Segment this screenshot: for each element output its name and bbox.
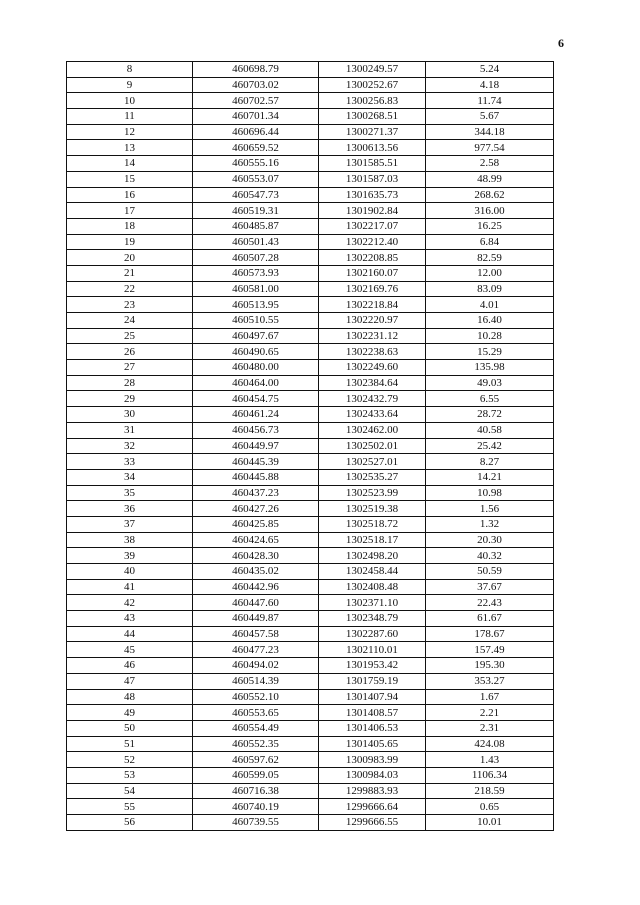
table-row: [67, 485, 554, 501]
y-coordinate-cell: 1302110.01: [319, 642, 426, 658]
distance-cell: 28.72: [426, 407, 554, 423]
x-coordinate-cell: 460445.39: [193, 454, 319, 470]
table-row: [67, 673, 554, 689]
x-coordinate-cell: 460513.95: [193, 297, 319, 313]
y-coordinate-cell: 1300984.03: [319, 767, 426, 783]
table-row: [67, 454, 554, 470]
y-coordinate-cell: 1302458.44: [319, 564, 426, 580]
x-coordinate-cell: 460425.85: [193, 516, 319, 532]
distance-cell: 1.43: [426, 752, 554, 768]
table-row: [67, 658, 554, 674]
point-number-cell: 31: [67, 422, 193, 438]
point-number-cell: 8: [67, 62, 193, 78]
x-coordinate-cell: 460428.30: [193, 548, 319, 564]
x-coordinate-cell: 460442.96: [193, 579, 319, 595]
table-row: [67, 391, 554, 407]
table-row: [67, 422, 554, 438]
x-coordinate-cell: 460597.62: [193, 752, 319, 768]
x-coordinate-cell: 460427.26: [193, 501, 319, 517]
point-number-cell: 29: [67, 391, 193, 407]
y-coordinate-cell: 1302218.84: [319, 297, 426, 313]
point-number-cell: 36: [67, 501, 193, 517]
point-number-cell: 27: [67, 360, 193, 376]
distance-cell: 12.00: [426, 265, 554, 281]
y-coordinate-cell: 1299666.55: [319, 815, 426, 831]
distance-cell: 25.42: [426, 438, 554, 454]
point-number-cell: 43: [67, 611, 193, 627]
y-coordinate-cell: 1300983.99: [319, 752, 426, 768]
y-coordinate-cell: 1300249.57: [319, 62, 426, 78]
point-number-cell: 37: [67, 516, 193, 532]
x-coordinate-cell: 460447.60: [193, 595, 319, 611]
x-coordinate-cell: 460581.00: [193, 281, 319, 297]
y-coordinate-cell: 1301587.03: [319, 171, 426, 187]
x-coordinate-cell: 460445.88: [193, 469, 319, 485]
point-number-cell: 34: [67, 469, 193, 485]
point-number-cell: 13: [67, 140, 193, 156]
point-number-cell: 30: [67, 407, 193, 423]
point-number-cell: 24: [67, 313, 193, 329]
distance-cell: 14.21: [426, 469, 554, 485]
table-row: [67, 203, 554, 219]
x-coordinate-cell: 460698.79: [193, 62, 319, 78]
distance-cell: 1.32: [426, 516, 554, 532]
x-coordinate-cell: 460739.55: [193, 815, 319, 831]
x-coordinate-cell: 460514.39: [193, 673, 319, 689]
point-number-cell: 16: [67, 187, 193, 203]
table-row: [67, 548, 554, 564]
distance-cell: 82.59: [426, 250, 554, 266]
distance-cell: 1.67: [426, 689, 554, 705]
point-number-cell: 51: [67, 736, 193, 752]
table-row: [67, 218, 554, 234]
x-coordinate-cell: 460659.52: [193, 140, 319, 156]
y-coordinate-cell: 1302371.10: [319, 595, 426, 611]
coordinates-table-body: [67, 62, 554, 831]
x-coordinate-cell: 460701.34: [193, 109, 319, 125]
y-coordinate-cell: 1302220.97: [319, 313, 426, 329]
table-row: [67, 234, 554, 250]
x-coordinate-cell: 460454.75: [193, 391, 319, 407]
x-coordinate-cell: 460547.73: [193, 187, 319, 203]
distance-cell: 1.56: [426, 501, 554, 517]
y-coordinate-cell: 1302160.07: [319, 265, 426, 281]
x-coordinate-cell: 460501.43: [193, 234, 319, 250]
x-coordinate-cell: 460464.00: [193, 375, 319, 391]
table-row: [67, 313, 554, 329]
table-row: [67, 250, 554, 266]
x-coordinate-cell: 460519.31: [193, 203, 319, 219]
distance-cell: 195.30: [426, 658, 554, 674]
y-coordinate-cell: 1302212.40: [319, 234, 426, 250]
point-number-cell: 28: [67, 375, 193, 391]
point-number-cell: 22: [67, 281, 193, 297]
x-coordinate-cell: 460449.97: [193, 438, 319, 454]
x-coordinate-cell: 460702.57: [193, 93, 319, 109]
distance-cell: 6.84: [426, 234, 554, 250]
table-row: [67, 501, 554, 517]
point-number-cell: 14: [67, 156, 193, 172]
point-number-cell: 46: [67, 658, 193, 674]
y-coordinate-cell: 1302208.85: [319, 250, 426, 266]
x-coordinate-cell: 460437.23: [193, 485, 319, 501]
x-coordinate-cell: 460552.35: [193, 736, 319, 752]
y-coordinate-cell: 1300256.83: [319, 93, 426, 109]
distance-cell: 11.74: [426, 93, 554, 109]
y-coordinate-cell: 1302231.12: [319, 328, 426, 344]
table-row: [67, 720, 554, 736]
point-number-cell: 54: [67, 783, 193, 799]
x-coordinate-cell: 460553.65: [193, 705, 319, 721]
table-row: [67, 799, 554, 815]
table-row: [67, 689, 554, 705]
table-row: [67, 281, 554, 297]
y-coordinate-cell: 1301953.42: [319, 658, 426, 674]
table-row: [67, 736, 554, 752]
table-row: [67, 124, 554, 140]
point-number-cell: 53: [67, 767, 193, 783]
y-coordinate-cell: 1300613.56: [319, 140, 426, 156]
distance-cell: 218.59: [426, 783, 554, 799]
distance-cell: 48.99: [426, 171, 554, 187]
point-number-cell: 56: [67, 815, 193, 831]
x-coordinate-cell: 460507.28: [193, 250, 319, 266]
table-row: [67, 611, 554, 627]
distance-cell: 50.59: [426, 564, 554, 580]
x-coordinate-cell: 460553.07: [193, 171, 319, 187]
table-row: [67, 328, 554, 344]
x-coordinate-cell: 460480.00: [193, 360, 319, 376]
point-number-cell: 25: [67, 328, 193, 344]
table-row: [67, 344, 554, 360]
table-row: [67, 767, 554, 783]
x-coordinate-cell: 460456.73: [193, 422, 319, 438]
distance-cell: 178.67: [426, 626, 554, 642]
point-number-cell: 40: [67, 564, 193, 580]
point-number-cell: 41: [67, 579, 193, 595]
point-number-cell: 20: [67, 250, 193, 266]
x-coordinate-cell: 460485.87: [193, 218, 319, 234]
point-number-cell: 42: [67, 595, 193, 611]
point-number-cell: 38: [67, 532, 193, 548]
distance-cell: 424.08: [426, 736, 554, 752]
point-number-cell: 39: [67, 548, 193, 564]
table-row: [67, 642, 554, 658]
distance-cell: 37.67: [426, 579, 554, 595]
distance-cell: 22.43: [426, 595, 554, 611]
distance-cell: 10.01: [426, 815, 554, 831]
y-coordinate-cell: 1302408.48: [319, 579, 426, 595]
point-number-cell: 35: [67, 485, 193, 501]
table-row: [67, 469, 554, 485]
point-number-cell: 26: [67, 344, 193, 360]
table-row: [67, 438, 554, 454]
point-number-cell: 50: [67, 720, 193, 736]
table-row: [67, 375, 554, 391]
x-coordinate-cell: 460490.65: [193, 344, 319, 360]
table-row: [67, 77, 554, 93]
point-number-cell: 17: [67, 203, 193, 219]
y-coordinate-cell: 1302527.01: [319, 454, 426, 470]
y-coordinate-cell: 1301585.51: [319, 156, 426, 172]
y-coordinate-cell: 1299666.64: [319, 799, 426, 815]
x-coordinate-cell: 460703.02: [193, 77, 319, 93]
table-row: [67, 705, 554, 721]
table-row: [67, 626, 554, 642]
point-number-cell: 49: [67, 705, 193, 721]
y-coordinate-cell: 1301406.53: [319, 720, 426, 736]
point-number-cell: 21: [67, 265, 193, 281]
table-row: [67, 360, 554, 376]
y-coordinate-cell: 1302287.60: [319, 626, 426, 642]
y-coordinate-cell: 1302217.07: [319, 218, 426, 234]
point-number-cell: 19: [67, 234, 193, 250]
y-coordinate-cell: 1299883.93: [319, 783, 426, 799]
y-coordinate-cell: 1302518.72: [319, 516, 426, 532]
x-coordinate-cell: 460449.87: [193, 611, 319, 627]
y-coordinate-cell: 1301902.84: [319, 203, 426, 219]
table-row: [67, 156, 554, 172]
x-coordinate-cell: 460435.02: [193, 564, 319, 580]
table-row: [67, 140, 554, 156]
y-coordinate-cell: 1302348.79: [319, 611, 426, 627]
distance-cell: 16.25: [426, 218, 554, 234]
x-coordinate-cell: 460497.67: [193, 328, 319, 344]
y-coordinate-cell: 1302523.99: [319, 485, 426, 501]
x-coordinate-cell: 460573.93: [193, 265, 319, 281]
distance-cell: 2.31: [426, 720, 554, 736]
y-coordinate-cell: 1300252.67: [319, 77, 426, 93]
distance-cell: 6.55: [426, 391, 554, 407]
point-number-cell: 45: [67, 642, 193, 658]
x-coordinate-cell: 460716.38: [193, 783, 319, 799]
distance-cell: 5.24: [426, 62, 554, 78]
table-row: [67, 532, 554, 548]
table-row: [67, 752, 554, 768]
distance-cell: 10.28: [426, 328, 554, 344]
point-number-cell: 11: [67, 109, 193, 125]
table-row: [67, 171, 554, 187]
y-coordinate-cell: 1302249.60: [319, 360, 426, 376]
point-number-cell: 10: [67, 93, 193, 109]
table-row: [67, 579, 554, 595]
x-coordinate-cell: 460461.24: [193, 407, 319, 423]
x-coordinate-cell: 460554.49: [193, 720, 319, 736]
distance-cell: 0.65: [426, 799, 554, 815]
x-coordinate-cell: 460599.05: [193, 767, 319, 783]
distance-cell: 135.98: [426, 360, 554, 376]
y-coordinate-cell: 1302535.27: [319, 469, 426, 485]
x-coordinate-cell: 460552.10: [193, 689, 319, 705]
distance-cell: 344.18: [426, 124, 554, 140]
table-row: [67, 93, 554, 109]
point-number-cell: 55: [67, 799, 193, 815]
table-row: [67, 516, 554, 532]
table-row: [67, 564, 554, 580]
y-coordinate-cell: 1302384.64: [319, 375, 426, 391]
x-coordinate-cell: 460696.44: [193, 124, 319, 140]
table-row: [67, 783, 554, 799]
y-coordinate-cell: 1302433.64: [319, 407, 426, 423]
distance-cell: 316.00: [426, 203, 554, 219]
coordinates-table: [66, 61, 554, 831]
page-number: 6: [558, 36, 564, 50]
distance-cell: 49.03: [426, 375, 554, 391]
distance-cell: 2.58: [426, 156, 554, 172]
distance-cell: 10.98: [426, 485, 554, 501]
distance-cell: 1106.34: [426, 767, 554, 783]
y-coordinate-cell: 1300268.51: [319, 109, 426, 125]
y-coordinate-cell: 1302432.79: [319, 391, 426, 407]
distance-cell: 157.49: [426, 642, 554, 658]
x-coordinate-cell: 460555.16: [193, 156, 319, 172]
x-coordinate-cell: 460740.19: [193, 799, 319, 815]
point-number-cell: 12: [67, 124, 193, 140]
point-number-cell: 33: [67, 454, 193, 470]
distance-cell: 20.30: [426, 532, 554, 548]
distance-cell: 4.18: [426, 77, 554, 93]
distance-cell: 4.01: [426, 297, 554, 313]
distance-cell: 61.67: [426, 611, 554, 627]
distance-cell: 8.27: [426, 454, 554, 470]
point-number-cell: 32: [67, 438, 193, 454]
x-coordinate-cell: 460457.58: [193, 626, 319, 642]
table-row: [67, 815, 554, 831]
table-row: [67, 109, 554, 125]
y-coordinate-cell: 1301408.57: [319, 705, 426, 721]
table-row: [67, 297, 554, 313]
point-number-cell: 18: [67, 218, 193, 234]
y-coordinate-cell: 1301759.19: [319, 673, 426, 689]
distance-cell: 2.21: [426, 705, 554, 721]
y-coordinate-cell: 1302238.63: [319, 344, 426, 360]
point-number-cell: 44: [67, 626, 193, 642]
distance-cell: 5.67: [426, 109, 554, 125]
y-coordinate-cell: 1301407.94: [319, 689, 426, 705]
y-coordinate-cell: 1301635.73: [319, 187, 426, 203]
point-number-cell: 9: [67, 77, 193, 93]
distance-cell: 16.40: [426, 313, 554, 329]
table-row: [67, 265, 554, 281]
y-coordinate-cell: 1302502.01: [319, 438, 426, 454]
point-number-cell: 23: [67, 297, 193, 313]
distance-cell: 268.62: [426, 187, 554, 203]
distance-cell: 977.54: [426, 140, 554, 156]
y-coordinate-cell: 1302169.76: [319, 281, 426, 297]
x-coordinate-cell: 460494.02: [193, 658, 319, 674]
y-coordinate-cell: 1302498.20: [319, 548, 426, 564]
y-coordinate-cell: 1302462.00: [319, 422, 426, 438]
table-row: [67, 187, 554, 203]
table-row: [67, 62, 554, 78]
distance-cell: 15.29: [426, 344, 554, 360]
y-coordinate-cell: 1302518.17: [319, 532, 426, 548]
x-coordinate-cell: 460424.65: [193, 532, 319, 548]
x-coordinate-cell: 460510.55: [193, 313, 319, 329]
distance-cell: 83.09: [426, 281, 554, 297]
table-row: [67, 407, 554, 423]
x-coordinate-cell: 460477.23: [193, 642, 319, 658]
point-number-cell: 47: [67, 673, 193, 689]
distance-cell: 353.27: [426, 673, 554, 689]
point-number-cell: 15: [67, 171, 193, 187]
distance-cell: 40.32: [426, 548, 554, 564]
distance-cell: 40.58: [426, 422, 554, 438]
table-row: [67, 595, 554, 611]
y-coordinate-cell: 1300271.37: [319, 124, 426, 140]
point-number-cell: 48: [67, 689, 193, 705]
y-coordinate-cell: 1301405.65: [319, 736, 426, 752]
y-coordinate-cell: 1302519.38: [319, 501, 426, 517]
point-number-cell: 52: [67, 752, 193, 768]
